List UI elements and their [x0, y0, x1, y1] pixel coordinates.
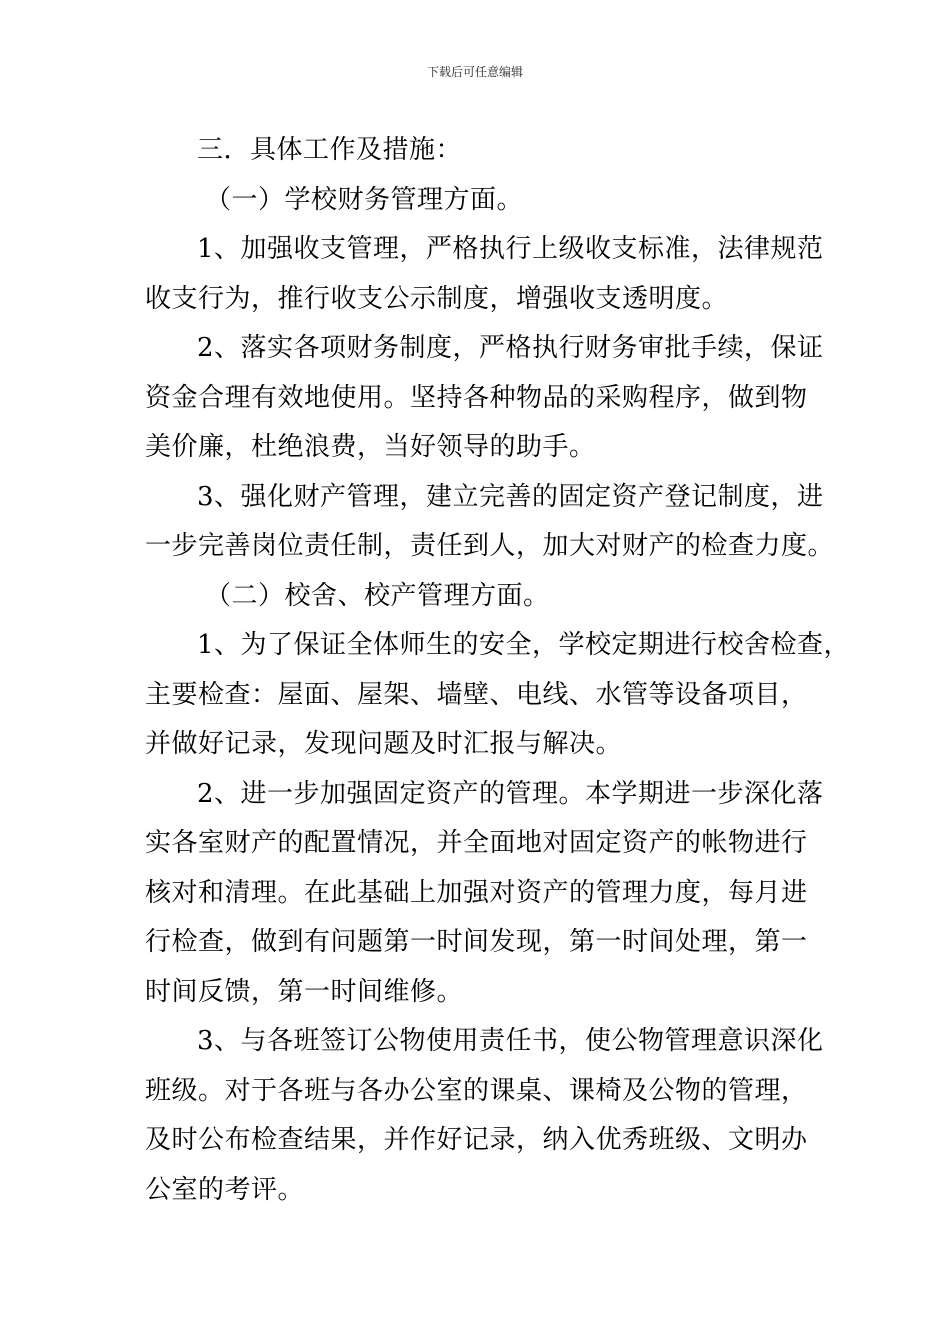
paragraph-line: 1、为了保证全体师生的安全，学校定期进行校舍检查，	[197, 630, 851, 660]
paragraph-line: 美价廉，杜绝浪费，当好领导的助手。	[145, 432, 596, 462]
subsection-heading: （二）校舍、校产管理方面。	[205, 580, 550, 611]
paragraph-line: 1、加强收支管理，严格执行上级收支标准，法律规范	[197, 234, 824, 264]
paragraph-line: 及时公布检查结果，并作好记录，纳入优秀班级、文明办	[145, 1125, 808, 1155]
paragraph-line: 主要检查：屋面、屋架、墙壁、电线、水管等设备项目，	[145, 679, 808, 710]
paragraph-line: 并做好记录，发现问题及时汇报与解决。	[145, 729, 623, 759]
paragraph-line: 收支行为，推行收支公示制度，增强收支透明度。	[145, 283, 729, 314]
paragraph-line: 2、进一步加强固定资产的管理。本学期进一步深化落	[197, 778, 824, 809]
page-header: 下载后可任意编辑	[426, 65, 523, 79]
paragraph-line: 资金合理有效地使用。坚持各种物品的采购程序，做到物	[145, 382, 808, 413]
paragraph-line: 3、强化财产管理，建立完善的固定资产登记制度，进	[197, 481, 824, 512]
paragraph-line: 实各室财产的配置情况，并全面地对固定资产的帐物进行	[145, 828, 808, 858]
paragraph-line: 核对和清理。在此基础上加强对资产的管理力度，每月进	[145, 877, 808, 908]
section-heading: 三．具体工作及措施：	[197, 135, 463, 165]
paragraph-line: 班级。对于各班与各办公室的课桌、课椅及公物的管理，	[145, 1075, 808, 1106]
subsection-heading: （一）学校财务管理方面。	[205, 184, 524, 215]
paragraph-line: 行检查，做到有问题第一时间发现，第一时间处理，第一	[145, 927, 808, 957]
paragraph-line: 一步完善岗位责任制，责任到人，加大对财产的检查力度。	[145, 531, 835, 561]
document-body	[145, 126, 851, 1215]
paragraph-line: 2、落实各项财务制度，严格执行财务审批手续，保证	[197, 333, 824, 363]
paragraph-line: 时间反馈，第一时间维修。	[145, 976, 464, 1007]
paragraph-line: 公室的考评。	[145, 1174, 305, 1205]
paragraph-line: 3、与各班签订公物使用责任书，使公物管理意识深化	[197, 1026, 824, 1056]
